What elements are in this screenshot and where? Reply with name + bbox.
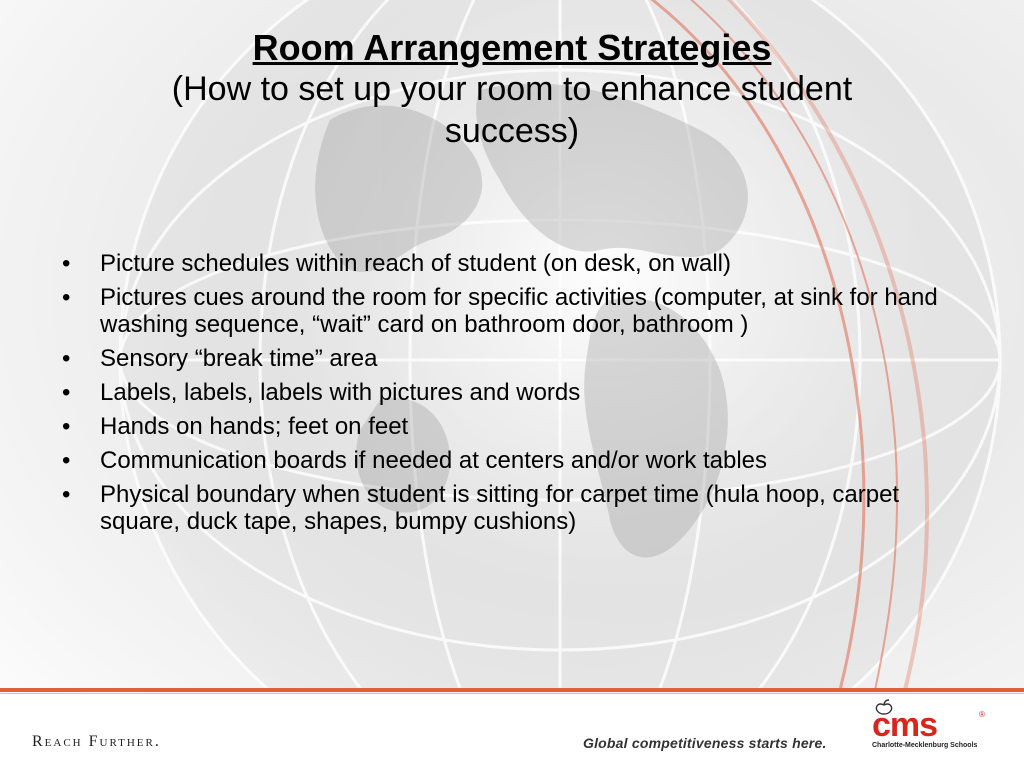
slide-title: Room Arrangement Strategies (252, 27, 772, 68)
bullet-text: Hands on hands; feet on feet (100, 413, 409, 440)
bullet-dot: • (62, 250, 71, 277)
bullet-text: Picture schedules within reach of student (on desk, on wall) (100, 250, 731, 277)
bullet-text: Physical boundary when student is sitting for carpet time (hula hoop, carpet square, duck tape, shapes, bumpy cushions) (100, 481, 900, 535)
bullet-item (62, 481, 982, 535)
bullet-item (62, 447, 982, 474)
bullet-text: Sensory “break time” area (100, 345, 378, 372)
bullet-dot: • (62, 413, 71, 440)
reach-further-text: Reach Further. (32, 733, 161, 750)
bullet-dot: • (62, 284, 71, 311)
bullet-item (62, 284, 982, 338)
bullet-text: Communication boards if needed at centers and/or work tables (100, 447, 768, 474)
slide-subtitle: (How to set up your room to enhance student success) (171, 70, 853, 150)
title-block (40, 28, 984, 152)
bullet-item (62, 345, 982, 372)
bullet-item (62, 379, 982, 406)
logo-subtext: Charlotte-Mecklenburg Schools (872, 742, 978, 749)
bullet-dot: • (62, 345, 71, 372)
bullet-dot: • (62, 379, 71, 406)
bullet-item (62, 413, 982, 440)
bullet-text: Labels, labels, labels with pictures and words (100, 379, 581, 406)
registered-mark: ® (979, 710, 985, 719)
bullet-text: Pictures cues around the room for specific activities (computer, at sink for hand washing sequence, “wait” card on bathroom door, bathroom ) (100, 284, 938, 338)
bullet-list (62, 250, 982, 542)
bullet-dot: • (62, 481, 71, 508)
footer-tagline: Global competitiveness starts here. (583, 735, 827, 751)
bullet-item (62, 250, 982, 277)
logo-wordmark: cms (872, 706, 938, 744)
footer-divider-thin (0, 693, 1024, 694)
cms-logo (866, 700, 988, 760)
bullet-dot: • (62, 447, 71, 474)
footer-divider (0, 688, 1024, 692)
